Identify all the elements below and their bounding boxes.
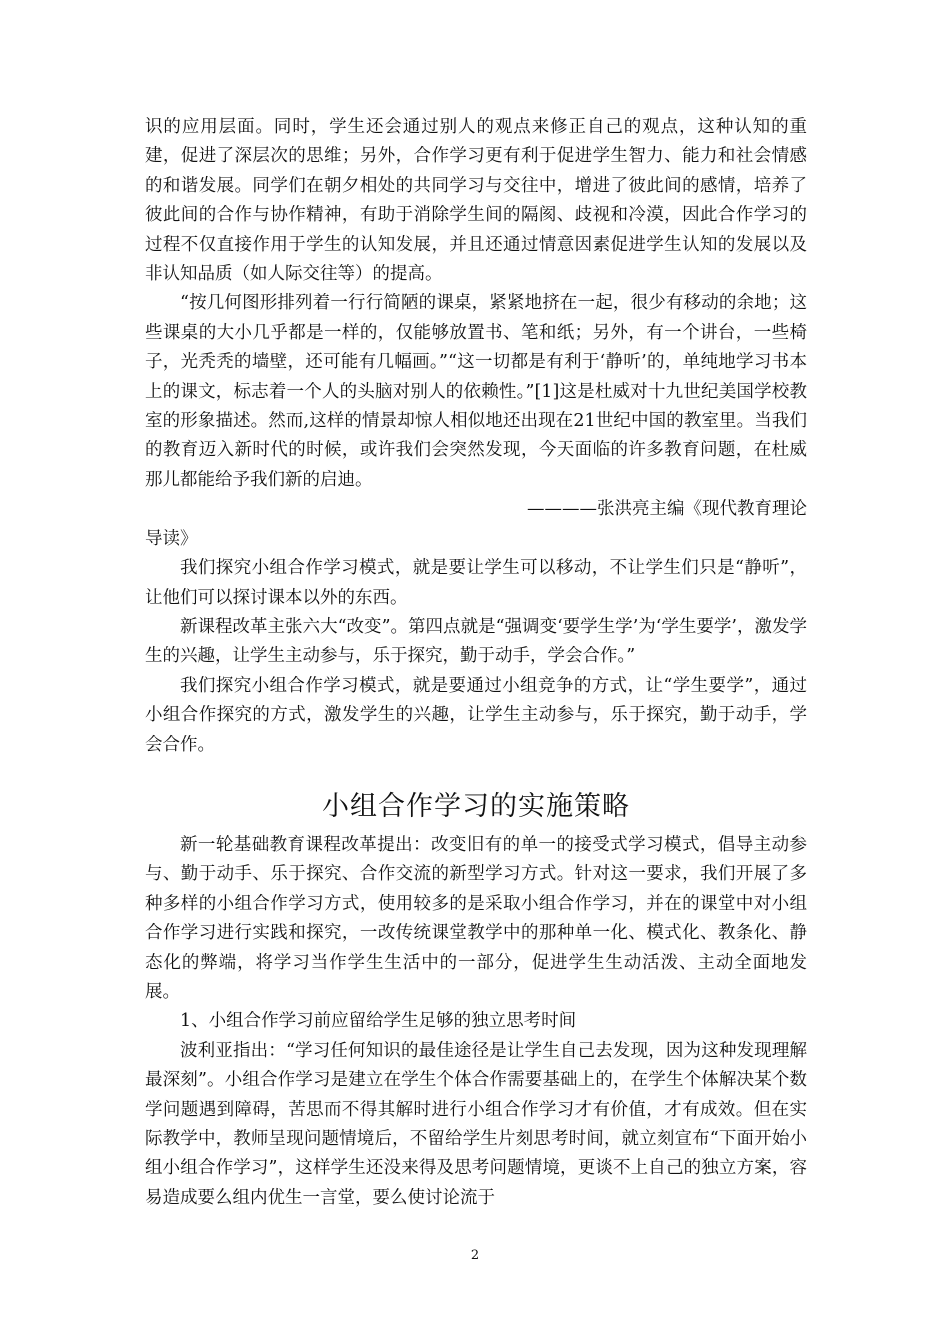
paragraph-move-not-listen: 我们探究小组合作学习模式，就是要让学生可以移动，不让学生们只是“静听”，让他们可以探讨课本以外的东西。 xyxy=(145,558,807,608)
paragraph-dewey-quote: “按几何图形排列着一行行简陋的课桌，紧紧地挤在一起，很少有移动的余地；这些课桌的大小几乎都是一样的，仅能够放置书、笔和纸；另外，有一个讲台，一些椅子，光秃秃的墙壁，还可能有几幅画。”“这一切都是有利于‘静听’的，单纯地学习书本上的课文，标志着一个人的头脑对别人的依赖性。”[1]这是杜威对十九世纪美国学校教室的形象描述。然而,这样的情景却惊人相似地还出现在21世纪中国的教室里。当我们的教育迈入新时代的时候，或许我们会突然发现，今天面临的许多教育问题，在杜威那儿都能给予我们新的启迪。 xyxy=(145,293,807,490)
section-title: 小组合作学习的实施策略 xyxy=(322,791,630,822)
top-text-block xyxy=(145,113,807,760)
paragraph-cognition-continued: 识的应用层面。同时，学生还会通过别人的观点来修正自己的观点，这种认知的重建，促进了深层次的思维；另外，合作学习更有利于促进学生智力、能力和社会情感的和谐发展。同学们在朝夕相处的共同学习与交往中，增进了彼此间的感情，培养了彼此间的合作与协作精神，有助于消除学生间的隔阂、歧视和冷漠，因此合作学习的过程不仅直接作用于学生的认知发展，并且还通过情意因素促进学生认知的发展以及非认知品质（如人际交往等）的提高。 xyxy=(145,117,807,285)
paragraph-group-competition: 我们探究小组合作学习模式，就是要通过小组竞争的方式，让“学生要学”，通过小组合作探究的方式，激发学生的兴趣，让学生主动参与，乐于探究，勤于动手，学会合作。 xyxy=(145,675,807,755)
section-text-block xyxy=(145,831,807,1213)
subheading-independent-thinking: 1、小组合作学习前应留给学生足够的独立思考时间 xyxy=(180,1011,577,1032)
paragraph-polya: 波利亚指出：“学习任何知识的最佳途径是让学生自己去发现，因为这种发现理解最深刻”。小组合作学习是建立在学生个体合作需要基础上的，在学生个体解决某个数学问题遇到障碍，苦思而不得其解时进行小组合作学习才有价值，才有成效。但在实际教学中，教师呈现问题情境后，不留给学生片刻思考时间，就立刻宣布“下面开始小组小组合作学习”，这样学生还没来得及思考问题情境，更谈不上自己的独立方案，容易造成要么组内优生一言堂，要么使讨论流于 xyxy=(145,1040,807,1208)
quote-source-tail: 导读》 xyxy=(145,528,198,549)
quote-source-line: ————张洪亮主编《现代教育理论 xyxy=(527,499,807,520)
paragraph-curriculum-reform: 新一轮基础教育课程改革提出：改变旧有的单一的接受式学习模式，倡导主动参与、勤于动手、乐于探究、合作交流的新型学习方式。针对这一要求，我们开展了多种多样的小组合作学习方式，使用较多的是采取小组合作学习，并在的课堂中对小组合作学习进行实践和探究，一改传统课堂教学中的那种单一化、模式化、教条化、静态化的弊端，将学习当作学生生活中的一部分，促进学生生动活泼、主动全面地发展。 xyxy=(145,835,807,1003)
paragraph-six-changes: 新课程改革主张六大“改变”。第四点就是“强调变‘要学生学’为‘学生要学’，激发学生的兴趣，让学生主动参与，乐于探究，勤于动手，学会合作。” xyxy=(145,616,807,667)
page-number: 2 xyxy=(470,1248,480,1263)
